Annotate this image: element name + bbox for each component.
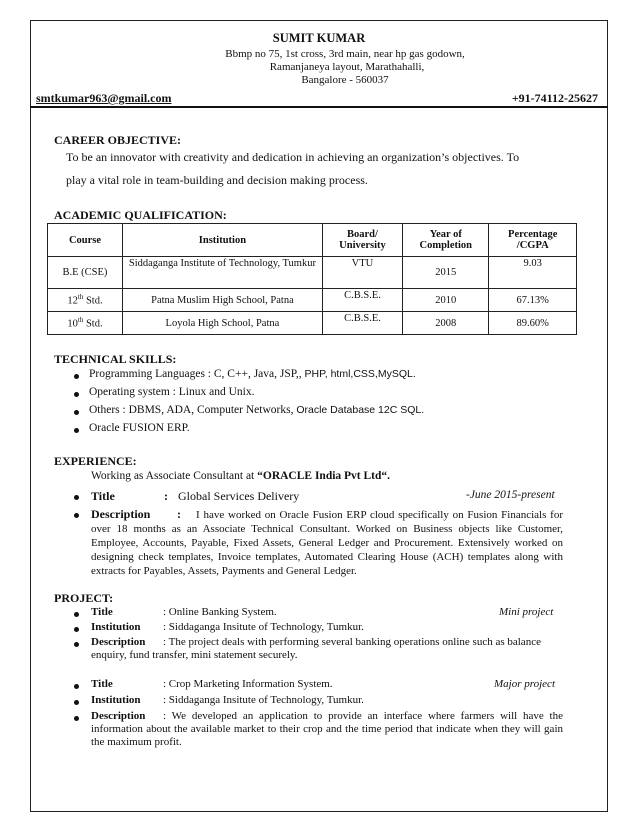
bullet-icon	[74, 684, 79, 689]
experience-title-label: Title	[91, 489, 115, 503]
cell-score: 67.13%	[489, 289, 577, 312]
bullet-icon	[74, 627, 79, 632]
skill-item: Others : DBMS, ADA, Computer Networks, Oracle Database 12C SQL.	[89, 404, 425, 416]
column-header: Board/ University	[322, 224, 402, 257]
address-line-2: Ramanjaneya layout, Marathahalli,	[269, 61, 425, 73]
bullet-icon	[74, 700, 79, 705]
bullet-icon	[74, 374, 79, 379]
project-institution-value: : Siddaganga Insitute of Technology, Tumkur.	[163, 694, 364, 706]
project-heading: PROJECT:	[54, 591, 114, 605]
cell-board: C.B.S.E.	[322, 312, 402, 335]
cell-board: VTU	[322, 257, 402, 289]
career-line-2: play a vital role in team-building and decision making process.	[66, 173, 368, 187]
project-description-value: : The project deals with performing several banking operations online such as balance enquiry, fund transfer, mini statement securely.	[91, 636, 541, 661]
experience-description-separator: :	[177, 507, 181, 521]
project-institution-label: Institution	[91, 694, 141, 706]
academic-table	[47, 223, 577, 335]
project-title-label: Title	[91, 678, 113, 690]
bullet-icon	[74, 392, 79, 397]
academic-heading: ACADEMIC QUALIFICATION:	[54, 208, 227, 222]
cell-course: 10th Std.	[48, 312, 123, 335]
resume-header	[30, 20, 608, 108]
bullet-icon	[74, 612, 79, 617]
table-row	[48, 312, 577, 335]
project-type: Major project	[494, 678, 555, 690]
experience-description-label: Description	[91, 507, 151, 521]
technical-skills-heading: TECHNICAL SKILLS:	[54, 352, 177, 366]
skill-item: Oracle FUSION ERP.	[89, 422, 190, 434]
table-row	[48, 289, 577, 312]
project-title-value: : Crop Marketing Information System.	[163, 678, 333, 690]
project-description-label: Description	[91, 636, 146, 648]
bullet-icon	[74, 513, 79, 518]
cell-score: 9.03	[489, 257, 577, 289]
cell-board: C.B.S.E.	[322, 289, 402, 312]
experience-title-separator: :	[164, 489, 168, 503]
candidate-name: SUMIT KUMAR	[272, 31, 366, 45]
skill-item: Programming Languages : C, C++, Java, JSP,, PHP, html,CSS,MySQL.	[89, 368, 416, 380]
bullet-icon	[74, 495, 79, 500]
cell-institution: Siddaganga Institute of Technology, Tumkur	[122, 257, 322, 289]
career-objective-heading: CAREER OBJECTIVE:	[54, 133, 182, 147]
experience-heading: EXPERIENCE:	[54, 454, 137, 468]
cell-score: 89.60%	[489, 312, 577, 335]
project-description-label: Description	[91, 710, 146, 722]
cell-year: 2008	[403, 312, 489, 335]
career-line-1: To be an innovator with creativity and dedication in achieving an organization’s objectives. To	[66, 150, 520, 164]
cell-course: 12th Std.	[48, 289, 123, 312]
address-line-3: Bangalore - 560037	[301, 74, 389, 86]
project-institution-value: : Siddaganga Insitute of Technology, Tumkur.	[163, 621, 364, 633]
project-description-value: : We developed an application to provide an interface where farmers will have the information about the available market to their crop and the time period that indicate when they will gain the maximum profit.	[91, 710, 563, 748]
cell-course: B.E (CSE)	[48, 257, 123, 289]
cell-institution: Patna Muslim High School, Patna	[122, 289, 322, 312]
experience-date: -June 2015-present	[466, 489, 555, 501]
table-header-row	[48, 224, 577, 257]
bullet-icon	[74, 410, 79, 415]
table-row	[48, 257, 577, 289]
cell-year: 2010	[403, 289, 489, 312]
email-link[interactable]: smtkumar963@gmail.com	[36, 91, 172, 105]
column-header: Percentage /CGPA	[489, 224, 577, 257]
column-header: Course	[48, 224, 123, 257]
address-line-1: Bbmp no 75, 1st cross, 3rd main, near hp gas godown,	[225, 48, 465, 60]
project-institution-label: Institution	[91, 621, 141, 633]
bullet-icon	[74, 716, 79, 721]
phone-number: +91-74112-25627	[511, 91, 598, 105]
cell-institution: Loyola High School, Patna	[122, 312, 322, 335]
career-objective-text	[66, 146, 571, 192]
project-title-label: Title	[91, 606, 113, 618]
skill-item: Operating system : Linux and Unix.	[89, 386, 255, 398]
bullet-icon	[74, 428, 79, 433]
bullet-icon	[74, 642, 79, 647]
experience-intro: Working as Associate Consultant at “ORACLE India Pvt Ltd“.	[91, 470, 391, 482]
cell-year: 2015	[403, 257, 489, 289]
experience-description-text: I have worked on Oracle Fusion ERP cloud specifically on Fusion Financials for over 18 months as an Associate Technical Consultant. Worked on Business objects like Customer, Employee, Accounts, Payable, Fixed Assets, General Ledger and Procurement. Extensively worked on designing check templates, Invoice templates, Automated Clearing House (ACH) templates along with extracts for Payables, Assets, Payments and General Ledger.	[91, 509, 563, 577]
column-header: Year of Completion	[403, 224, 489, 257]
project-title-value: : Online Banking System.	[163, 606, 277, 618]
project-type: Mini project	[499, 606, 554, 618]
experience-title-value: Global Services Delivery	[178, 489, 300, 503]
column-header: Institution	[122, 224, 322, 257]
